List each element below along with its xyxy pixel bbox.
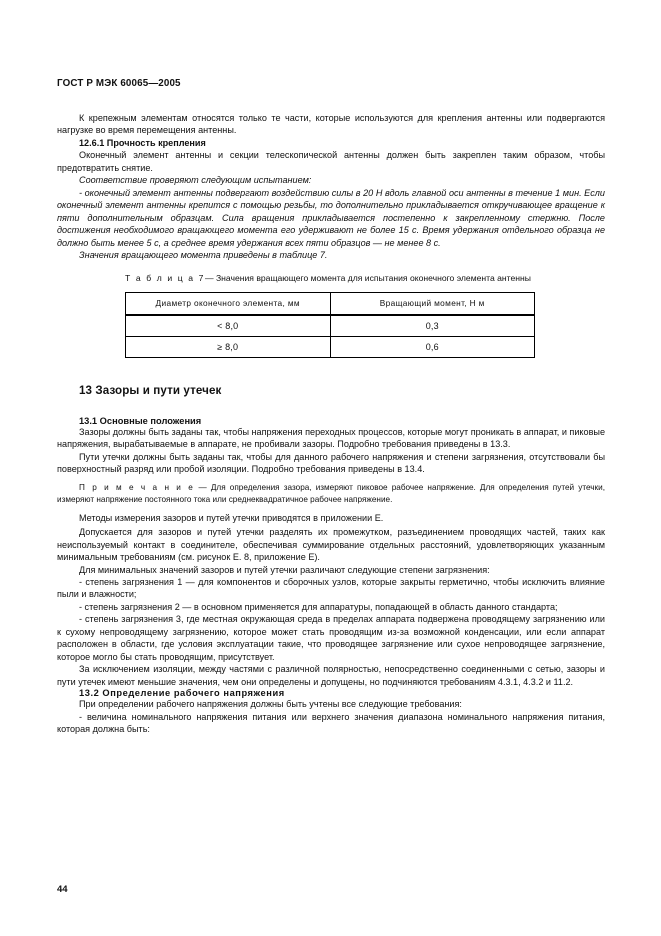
para-pollution-degree-2: - степень загрязнения 2 — в основном применяется для аппаратуры, попадающей в область данного стандарта; — [79, 601, 558, 612]
para-fasteners: К крепежным элементам относятся только те части, которые используются для крепления антенны или подвергаются нагрузке во время перемещения антенны. — [57, 113, 605, 136]
page-content — [57, 112, 605, 735]
note-text: — Для определения зазора, измеряют пиковое рабочее напряжение. Для определения путей утечки, измеряют напряжение постоянного тока или среднеквадратичное рабочее напряжение. — [57, 483, 605, 504]
table7-r0-diameter: < 8,0 — [126, 315, 331, 336]
table7-header-row — [126, 292, 535, 315]
para-pollution-degree-3: - степень загрязнения 3, где местная окружающая среда в пределах аппарата подвержена проводящему загрязнению или к сухому непроводящему загрязнению, которое может стать проводящим из-за возможной конденсации, или если аппарат расположен в области, где условия эксплуатации такие, что проводящее загрязнение или сухое непроводящее загрязнение, которое могло бы стать проводящим, присутствует. — [57, 614, 605, 662]
para-torque-reference: Значения вращающего момента приведены в таблице 7. — [79, 249, 328, 260]
running-head: ГОСТ Р МЭК 60065—2005 — [57, 78, 181, 89]
para-13-1-1: Зазоры должны быть заданы так, чтобы напряжения переходных процессов, которые могут проникать в аппарат, и пиковые напряжения, вырабатываемые в аппарате, не пробивали зазоры. Подробно требования приведены в 13.3. — [57, 426, 605, 450]
page-number: 44 — [57, 884, 68, 895]
table7-caption — [125, 273, 595, 284]
para-13-2-1: При определении рабочего напряжения должны быть учтены все следующие требования: — [79, 699, 462, 710]
table7-col-header-torque: Вращающий момент, Н м — [330, 292, 535, 315]
table7-caption-label: Т а б л и ц а 7 — [125, 273, 205, 284]
para-13-1-5: Для минимальных значений зазоров и путей утечки различают следующие степени загрязнения: — [79, 564, 490, 575]
table-row — [126, 315, 535, 336]
note-13-1 — [57, 482, 605, 505]
table7 — [125, 292, 535, 358]
para-13-1-4: Допускается для зазоров и путей утечки разделять их промежутком, разъединением проводящих частей, таких как неиспользуемый контакт в соединителе, обеспечивая суммирование отдельных расстояний, удовлетворяющих указанным минимальным требованиям (см. рисунок Е. 8, приложение Е). — [57, 527, 605, 563]
para-13-2-item-1: - величина номинального напряжения питания или верхнего значения диапазона номинального напряжения питания, которая должна быть: — [57, 711, 605, 735]
heading-13-2: 13.2 Определение рабочего напряжения — [79, 688, 285, 699]
para-13-1-6: За исключением изоляции, между частями с различной полярностью, непосредственно соединенными с сетью, зазоры и пути утечек имеют меньшие значения, чем они определены и допущены, но подчиняются требованиям 4.3.1, 4.3.2 и 11.2. — [57, 664, 605, 687]
para-12-6-1: Оконечный элемент антенны и секции телескопической антенны должен быть закреплен таким образом, чтобы предотвратить снятие. — [57, 150, 605, 173]
para-13-1-2: Пути утечки должны быть заданы так, чтобы для данного рабочего напряжения и степени загрязнения, отсутствовали бы поверхностный разряд или пробой изоляции. Подробно требования приведены в 13.4. — [57, 451, 605, 474]
para-13-1-3: Методы измерения зазоров и путей утечки приводятся в приложении Е. — [79, 513, 384, 524]
table7-caption-text: Значения вращающего момента для испытания оконечного элемента антенны — [215, 273, 531, 284]
para-compliance: Соответствие проверяют следующим испытанием: — [79, 175, 312, 186]
table7-r0-torque: 0,3 — [330, 315, 535, 336]
para-test-procedure: - оконечный элемент антенны подвергают воздействию силы в 20 Н вдоль главной оси антенны в течение 1 мин. Если оконечный элемент антенны крепится с помощью резьбы, то дополнительно прикладывается откручивающее вращение к пяти дополнительным образцам. Сила вращения прикладывается постепенно к закрепленному стержню. После достижения необходимого вращающего момента его удерживают не более 15 с. Время удержания отдельного образца не должно быть менее 5 с, а среднее время удержания всех пяти образцов — не менее 8 с. — [57, 187, 605, 248]
heading-section-13: 13 Зазоры и пути утечек — [79, 383, 222, 397]
heading-13-1: 13.1 Основные положения — [79, 415, 202, 426]
table7-r1-torque: 0,6 — [330, 336, 535, 357]
table7-caption-dash: — — [204, 273, 214, 284]
table7-r1-diameter: ≥ 8,0 — [126, 336, 331, 357]
heading-12-6-1: 12.6.1 Прочность крепления — [79, 137, 206, 148]
para-pollution-degree-1: - степень загрязнения 1 — для компонентов и сборочных узлов, которые закрыты герметично, чтобы исключить влияние пыли и влажности; — [57, 577, 605, 600]
table-row — [126, 336, 535, 357]
note-label: П р и м е ч а н и е — [79, 483, 195, 493]
table7-col-header-diameter: Диаметр оконечного элемента, мм — [126, 292, 331, 315]
